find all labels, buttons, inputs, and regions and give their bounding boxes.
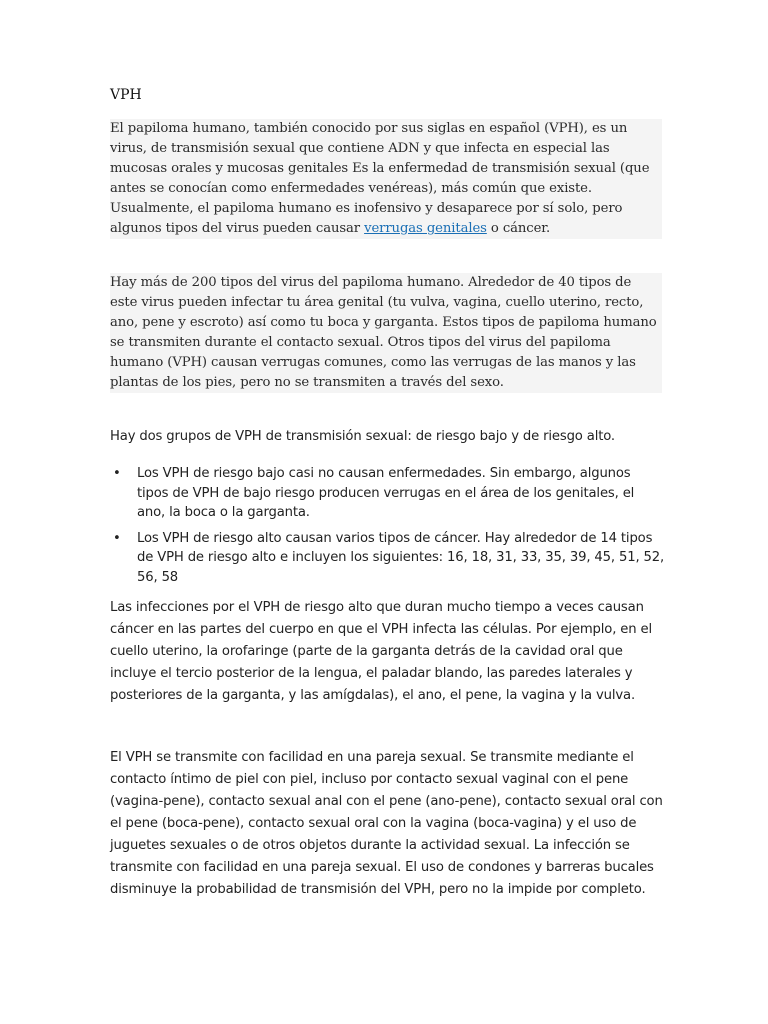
- bullet-icon: •: [113, 466, 121, 481]
- paragraph-groups-intro: Hay dos grupos de VPH de transmisión sexual: de riesgo bajo y de riesgo alto.: [110, 429, 615, 444]
- list-item: [110, 529, 665, 588]
- list-item: [110, 464, 665, 523]
- paragraph-cancer: Las infecciones por el VPH de riesgo alto que duran mucho tiempo a veces causan cáncer en las partes del cuerpo en que el VPH infecta las células. Por ejemplo, en el cuello uterino, la orofaringe (parte de la garganta detrás de la cavidad oral que incluye el tercio posterior de la lengua, el paladar blando, las paredes laterales y posteriores de la garganta, y las amígdalas), el ano, el pene, la vagina y la vulva.: [110, 600, 652, 703]
- risk-groups-list: [110, 464, 665, 593]
- verrugas-genitales-link[interactable]: verrugas genitales: [364, 221, 487, 236]
- paragraph-definition-end: o cáncer.: [486, 221, 551, 236]
- paragraph-definition-text: El papiloma humano, también conocido por sus siglas en español (VPH), es un virus, de transmisión sexual que contiene ADN y que infecta en especial las mucosas orales y mucosas genitales Es la enfermedad de transmisión sexual (que antes se conocían como enfermedades venéreas), más común que existe. Usualmente, el papiloma humano es inofensivo y desaparece por sí solo, pero algunos tipos del virus pueden causar: [110, 121, 650, 236]
- paragraph-definition: [110, 119, 662, 239]
- list-item-text: Los VPH de riesgo bajo casi no causan enfermedades. Sin embargo, algunos tipos de VPH de bajo riesgo producen verrugas en el área de los genitales, el ano, la boca o la garganta.: [137, 466, 635, 520]
- bullet-icon: •: [113, 530, 121, 546]
- list-item-text: Los VPH de riesgo alto causan varios tipos de cáncer. Hay alrededor de 14 tipos de VPH de riesgo alto e incluyen los siguientes: 16, 18, 31, 33, 35, 39, 45, 51, 52, 56, 58: [137, 530, 665, 585]
- paragraph-types: Hay más de 200 tipos del virus del papiloma humano. Alrededor de 40 tipos de este virus pueden infectar tu área genital (tu vulva, vagina, cuello uterino, recto, ano, pene y escroto) así como tu boca y garganta. Estos tipos de papiloma humano se transmiten durante el contacto sexual. Otros tipos del virus del papiloma humano (VPH) causan verrugas comunes, como las verrugas de las manos y las plantas de los pies, pero no se transmiten a través del sexo.: [110, 273, 662, 393]
- document-title: VPH: [110, 87, 142, 103]
- paragraph-transmission: El VPH se transmite con facilidad en una pareja sexual. Se transmite mediante el contacto íntimo de piel con piel, incluso por contacto sexual vaginal con el pene (vagina-pene), contacto sexual anal con el pene (ano-pene), contacto sexual oral con el pene (boca-pene), contacto sexual oral con la vagina (boca-vagina) y el uso de juguetes sexuales o de otros objetos durante la actividad sexual. La infección se transmite con facilidad en una pareja sexual. El uso de condones y barreras bucales disminuye la probabilidad de transmisión del VPH, pero no la impide por completo.: [110, 750, 663, 897]
